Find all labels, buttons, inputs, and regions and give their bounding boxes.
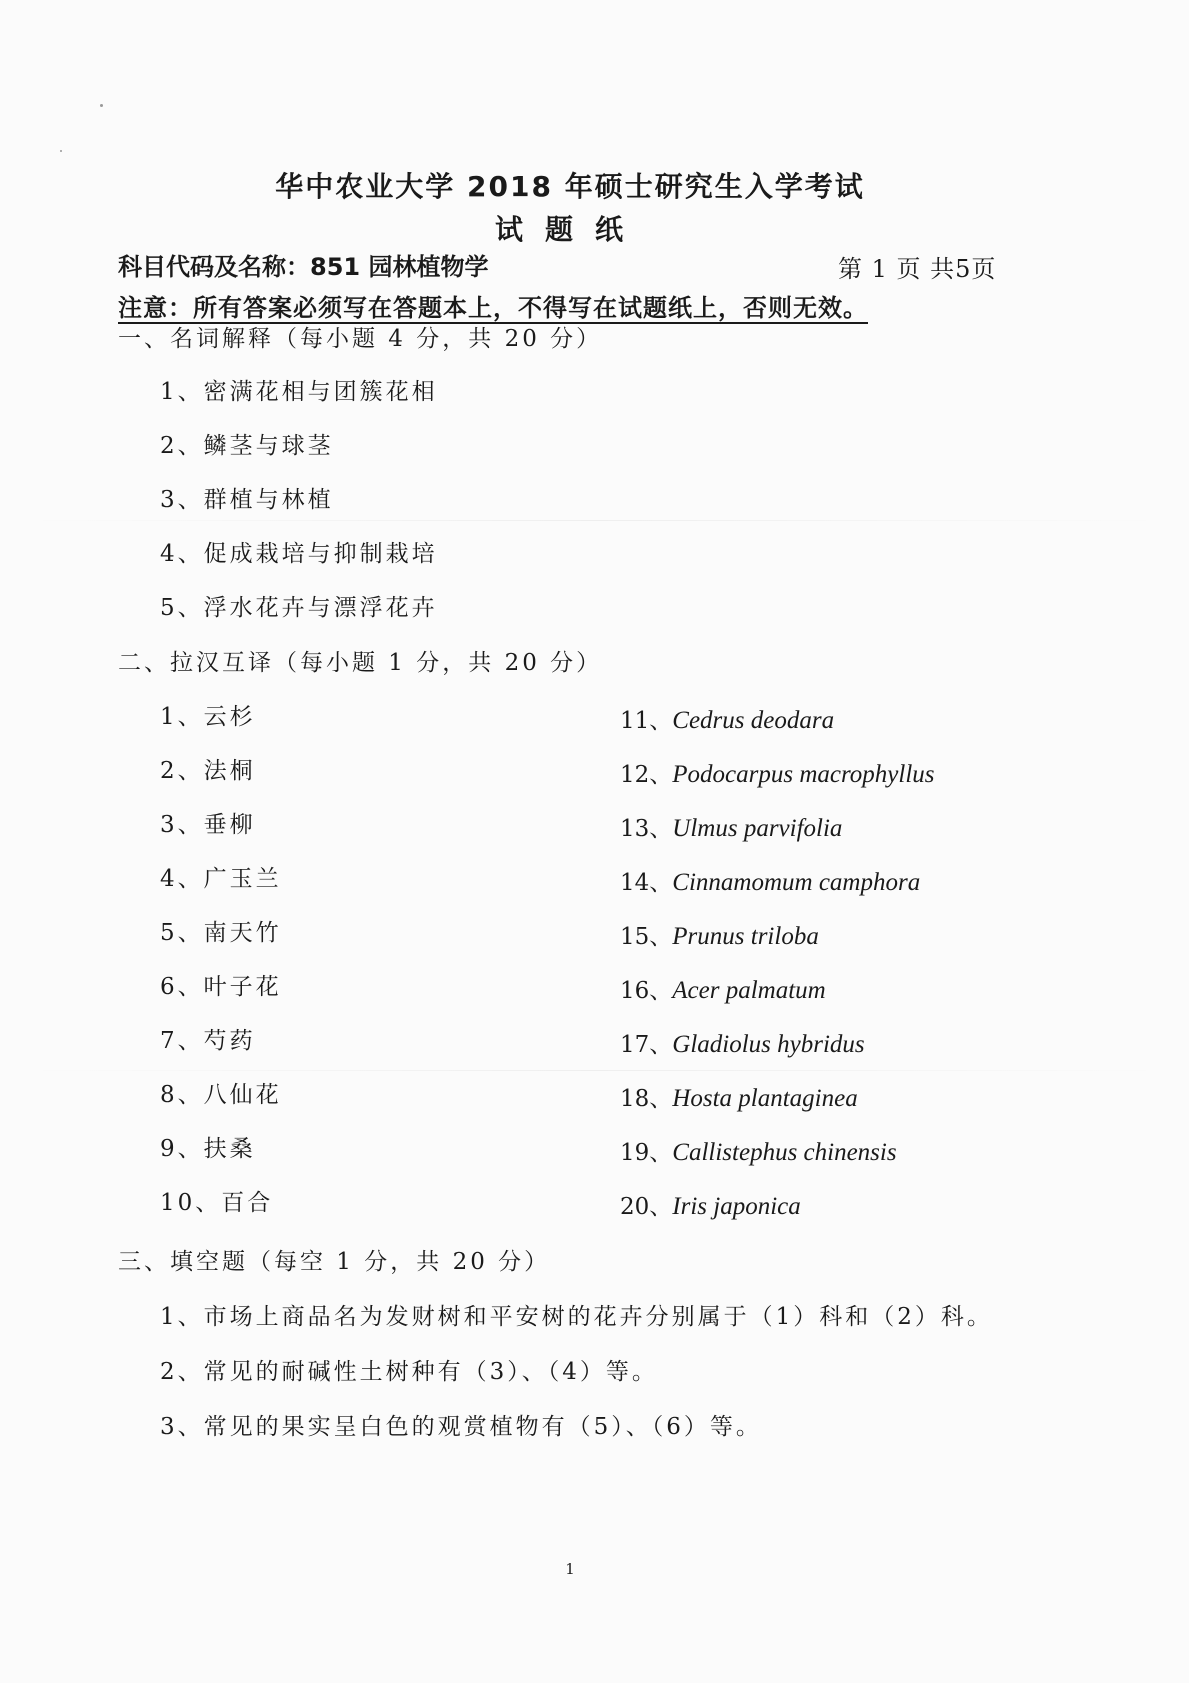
latin-name-item (620, 972, 826, 1005)
latin-name-item (620, 918, 819, 951)
chinese-name-item: 4、广玉兰 (160, 866, 282, 892)
chinese-name-item: 6、叶子花 (160, 974, 282, 1000)
latin-item-number: 17、 (620, 1032, 673, 1058)
latin-name-item (620, 1026, 865, 1059)
latin-item-number: 11、 (620, 708, 673, 734)
term-item: 5、浮水花卉与漂浮花卉 (160, 595, 438, 621)
exam-subtitle: 试题纸 (494, 213, 645, 246)
chinese-name-item: 9、扶桑 (160, 1136, 256, 1162)
latin-item-number: 15、 (620, 924, 673, 950)
term-item: 2、鳞茎与球茎 (160, 433, 334, 459)
latin-item-number: 19、 (620, 1140, 673, 1166)
section-2-heading: 二、拉汉互译（每小题 1 分，共 20 分） (118, 650, 603, 676)
latin-item-name: Podocarpus macrophyllus (672, 761, 935, 788)
latin-item-name: Hosta plantaginea (672, 1085, 858, 1112)
paper-fold-line (20, 520, 1169, 521)
section-1-heading: 一、名词解释（每小题 4 分，共 20 分） (118, 326, 603, 352)
latin-item-name: Callistephus chinensis (672, 1139, 897, 1166)
latin-item-name: Ulmus parvifolia (672, 815, 843, 842)
scan-speck (100, 104, 103, 107)
latin-item-number: 14、 (620, 870, 673, 896)
latin-item-name: Cedrus deodara (672, 707, 835, 734)
latin-name-item (620, 1080, 858, 1113)
term-item: 3、群植与林植 (160, 487, 334, 513)
latin-name-item (620, 1134, 897, 1167)
chinese-name-item: 8、八仙花 (160, 1082, 282, 1108)
latin-item-number: 16、 (620, 978, 673, 1004)
latin-item-name: Iris japonica (672, 1193, 801, 1220)
latin-item-number: 20、 (620, 1194, 673, 1220)
latin-item-number: 18、 (620, 1086, 673, 1112)
page-number: 1 (565, 1560, 575, 1578)
term-item: 4、促成栽培与抑制栽培 (160, 541, 438, 567)
chinese-name-item: 1、云杉 (160, 704, 256, 730)
scan-speck (60, 150, 62, 152)
fill-blank-item: 3、常见的果实呈白色的观赏植物有（5）、（6）等。 (160, 1414, 762, 1440)
latin-item-name: Acer palmatum (672, 977, 826, 1004)
latin-item-name: Prunus triloba (672, 923, 819, 950)
page-count: 第 1 页 共5页 (838, 255, 997, 283)
subject-code-name: 科目代码及名称：851 园林植物学 (118, 253, 489, 281)
chinese-name-item: 10、百合 (160, 1190, 274, 1216)
term-item: 1、密满花相与团簇花相 (160, 379, 438, 405)
latin-name-item (620, 756, 935, 789)
answer-notice: 注意：所有答案必须写在答题本上，不得写在试题纸上，否则无效。 (118, 294, 868, 322)
section-3-heading: 三、填空题（每空 1 分，共 20 分） (118, 1249, 551, 1275)
latin-name-item (620, 810, 842, 843)
chinese-name-item: 5、南天竹 (160, 920, 282, 946)
latin-name-item (620, 702, 834, 735)
latin-name-item (620, 1188, 801, 1221)
paper-fold-line (20, 1070, 1169, 1071)
fill-blank-item: 2、常见的耐碱性土树种有（3）、（4）等。 (160, 1359, 658, 1385)
latin-item-name: Gladiolus hybridus (672, 1031, 865, 1058)
latin-item-name: Cinnamomum camphora (672, 869, 921, 896)
latin-item-number: 13、 (620, 816, 673, 842)
latin-item-number: 12、 (620, 762, 673, 788)
chinese-name-item: 3、垂柳 (160, 812, 256, 838)
chinese-name-item: 7、芍药 (160, 1028, 256, 1054)
latin-name-item (620, 864, 920, 897)
chinese-name-item: 2、法桐 (160, 758, 256, 784)
fill-blank-item: 1、市场上商品名为发财树和平安树的花卉分别属于（1）科和（2）科。 (160, 1304, 993, 1330)
exam-title: 华中农业大学 2018 年硕士研究生入学考试 (275, 170, 865, 203)
